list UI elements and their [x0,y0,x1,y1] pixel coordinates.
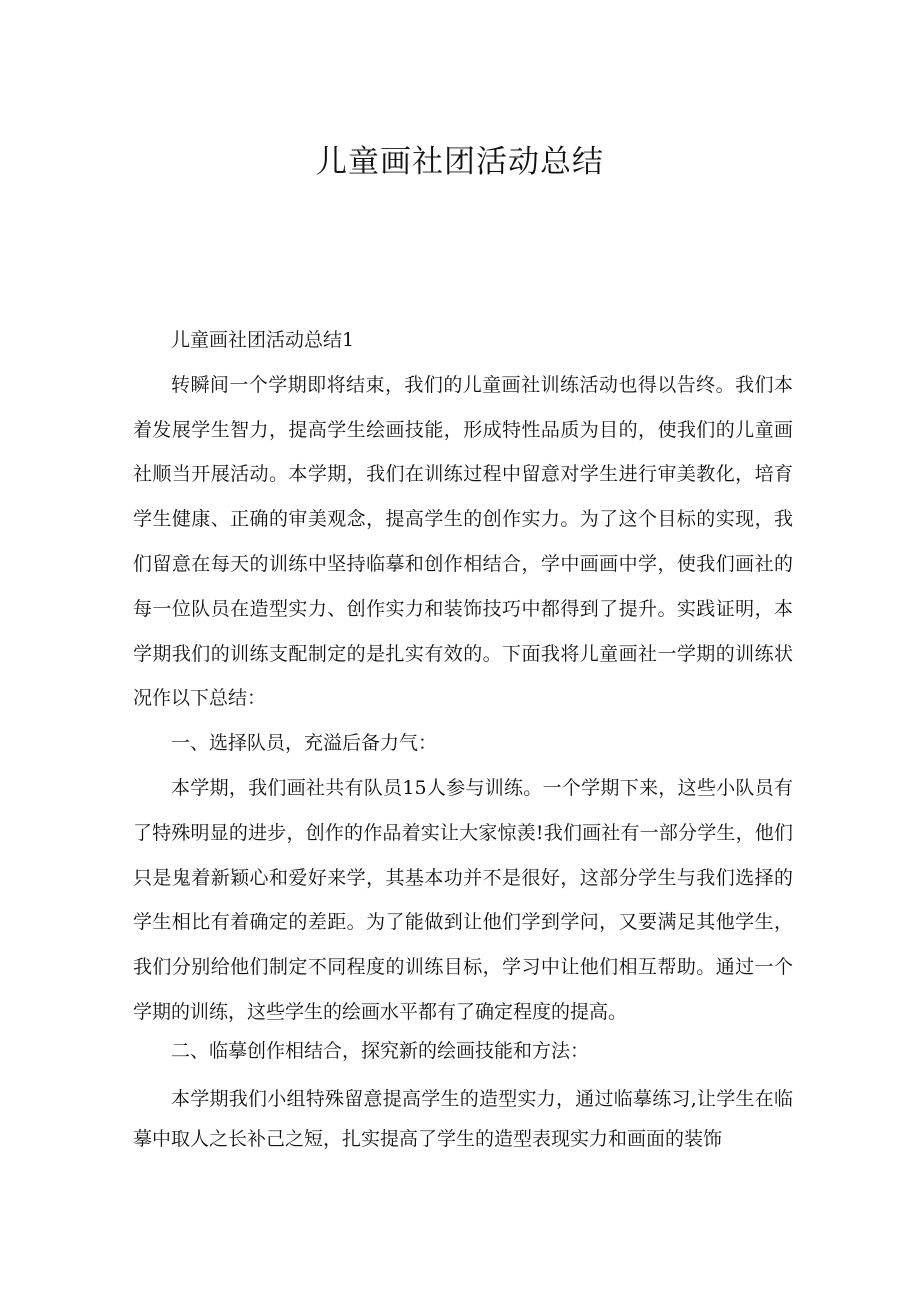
paragraph-copying: 本学期我们小组特殊留意提高学生的造型实力，通过临摹练习,让学生在临摹中取人之长补己之短，扎实提高了学生的造型表现实力和画面的装饰 [133,1087,793,1150]
paragraph-team: 本学期，我们画社共有队员15人参与训练。一个学期下来，这些小队员有了特殊明显的进步，创作的作品着实让大家惊羡!我们画社有一部分学生，他们只是鬼着新颖心和爱好来学，其基本功并不是很好，这部分学生与我们选择的学生相比有着确定的差距。为了能做到让他们学到学问，又要满足其他学生，我们分别给他们制定不同程度的训练目标，学习中让他们相互帮助。通过一个学期的训练，这些学生的绘画水平都有了确定程度的提高。 [133,776,793,1023]
document-title: 儿童画社团活动总结 [316,144,604,180]
section-heading: 儿童画社团活动总结1 [171,329,355,351]
document-body [133,318,793,1159]
section-heading-2: 二、临摹创作相结合，探究新的绘画技能和方法： [171,1039,590,1062]
section-heading-1: 一、选择队员，充溢后备力气： [171,732,438,755]
paragraph-intro: 转瞬间一个学期即将结束，我们的儿童画社训练活动也得以告终。我们本着发展学生智力，提高学生绘画技能，形成特性品质为目的，使我们的儿童画社顺当开展活动。本学期，我们在训练过程中留意对学生进行审美教化，培育学生健康、正确的审美观念，提高学生的创作实力。为了这个目标的实现，我们留意在每天的训练中坚持临摹和创作相结合，学中画画中学，使我们画社的每一位队员在造型实力、创作实力和装饰技巧中都得到了提升。实践证明，本学期我们的训练支配制定的是扎实有效的。下面我将儿童画社一学期的训练状况作以下总结： [133,373,793,710]
